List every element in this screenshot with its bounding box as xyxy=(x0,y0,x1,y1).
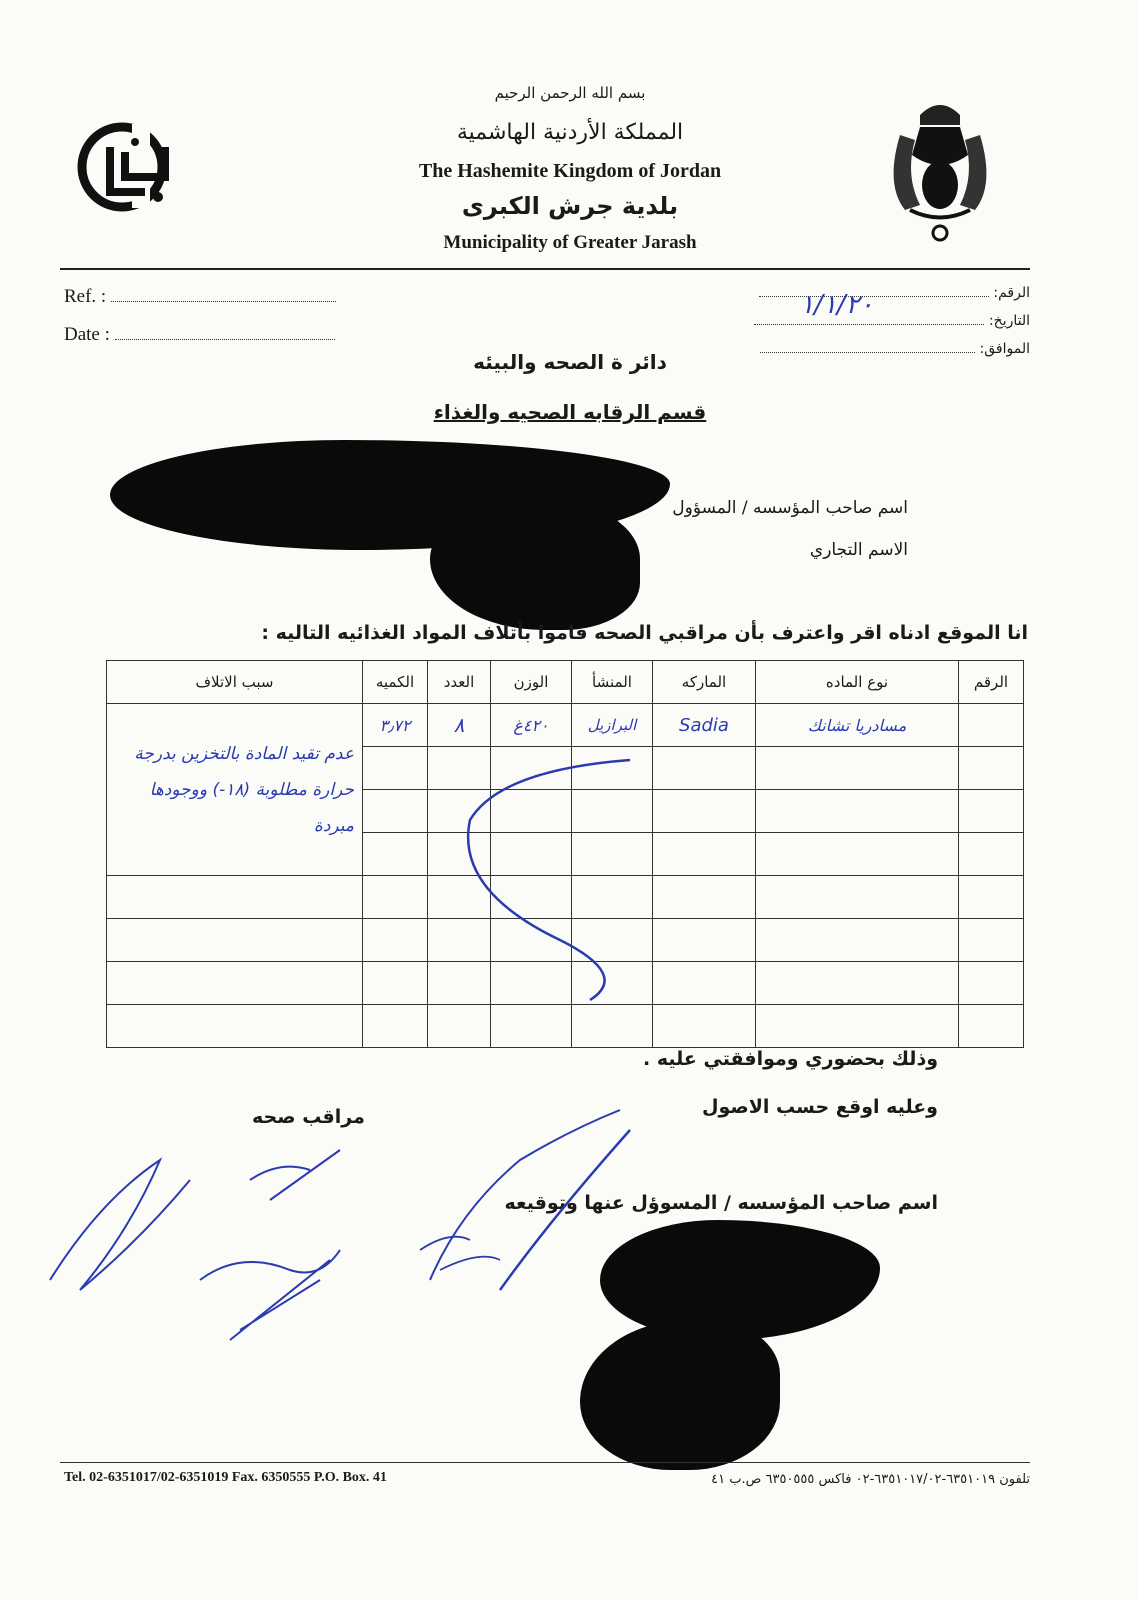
redaction-blot xyxy=(430,500,640,630)
municipality-name-en: Municipality of Greater Jarash xyxy=(443,232,697,253)
cell-quantity: ٣٫٧٢ xyxy=(363,704,428,747)
kingdom-name-ar: المملكة الأردنية الهاشمية xyxy=(456,120,684,145)
declaration-statement: انا الموقع ادناه اقر واعترف بأن مراقبي الصحه قاموا بأتلاف المواد الغذائيه التاليه : xyxy=(261,622,1028,644)
col-material: نوع الماده xyxy=(756,661,959,704)
table-row xyxy=(107,1005,1024,1048)
date-label-ar: التاريخ: xyxy=(988,313,1030,329)
bismillah: بسم الله الرحمن الرحيم xyxy=(494,84,646,102)
presence-consent-text: وذلك بحضوري وموافقتي عليه . xyxy=(643,1048,938,1070)
header-divider xyxy=(60,268,1030,270)
col-quantity: الكميه xyxy=(363,661,428,704)
col-brand: الماركه xyxy=(653,661,756,704)
department-title: دائر ة الصحه والبيئه xyxy=(473,350,667,374)
cell-material: مسادريا تشانك xyxy=(756,704,959,747)
kingdom-name-en: The Hashemite Kingdom of Jordan xyxy=(418,160,722,182)
col-number: الرقم xyxy=(959,661,1024,704)
sign-statement: وعليه اوقع حسب الاصول xyxy=(702,1096,938,1118)
cell-brand: Sadia xyxy=(653,704,756,747)
inspector-signatures xyxy=(40,1140,380,1350)
col-reason: سبب الاتلاف xyxy=(107,661,363,704)
cell-count: ٨ xyxy=(428,704,491,747)
pen-strike-mark xyxy=(440,740,660,1010)
corresponding-field-ar xyxy=(760,338,1030,357)
date-field-ar xyxy=(754,310,1030,329)
owner-name-label: اسم صاحب المؤسسه / المسؤول xyxy=(672,498,908,518)
cell-reason: عدم تقيد المادة بالتخزين بدرجة حرارة مطلوبة (١٨-) ووجودها مبردة xyxy=(107,704,363,876)
inspector-label: مراقب صحه xyxy=(252,1106,365,1128)
ref-line xyxy=(111,287,336,302)
col-count: العدد xyxy=(428,661,491,704)
official-handwritten-note xyxy=(400,1100,660,1300)
jerash-logo-icon xyxy=(70,122,185,212)
number-label-ar: الرقم: xyxy=(993,285,1030,301)
owner-signature-label: اسم صاحب المؤسسه / المسوؤل عنها وتوقيعه xyxy=(504,1192,938,1214)
ref-label: Ref. : xyxy=(64,286,107,307)
table-header-row xyxy=(107,661,1024,704)
cell-origin: البرازيل xyxy=(572,704,653,747)
col-origin: المنشأ xyxy=(572,661,653,704)
redaction-blot xyxy=(580,1320,780,1470)
section-title: قسم الرقابه الصحيه والغذاء xyxy=(433,400,707,424)
jordan-coat-of-arms-icon xyxy=(880,95,1000,245)
cell-weight: ٤٢٠غ xyxy=(491,704,572,747)
municipality-name-ar: بلدية جرش الكبرى xyxy=(461,192,679,220)
ref-field xyxy=(64,286,336,308)
handwritten-date: ١/١/٢٠ xyxy=(800,290,874,320)
corresponding-label-ar: الموافق: xyxy=(979,341,1030,357)
date-line xyxy=(115,325,335,340)
footer-divider xyxy=(60,1462,1030,1463)
col-weight: الوزن xyxy=(491,661,572,704)
date-label: Date : xyxy=(64,324,110,345)
footer-contact-en: Tel. 02-6351017/02-6351019 Fax. 6350555 P.O. Box. 41 xyxy=(64,1470,387,1485)
footer-contact-ar: تلفون ٦٣٥١٠١٩-٦٣٥١٠١٧/٠٢-٠٢ فاكس ٦٣٥٠٥٥٥ ص.ب ٤١ xyxy=(711,1472,1030,1487)
trade-name-label: الاسم التجاري xyxy=(809,540,908,560)
date-field xyxy=(64,324,335,346)
